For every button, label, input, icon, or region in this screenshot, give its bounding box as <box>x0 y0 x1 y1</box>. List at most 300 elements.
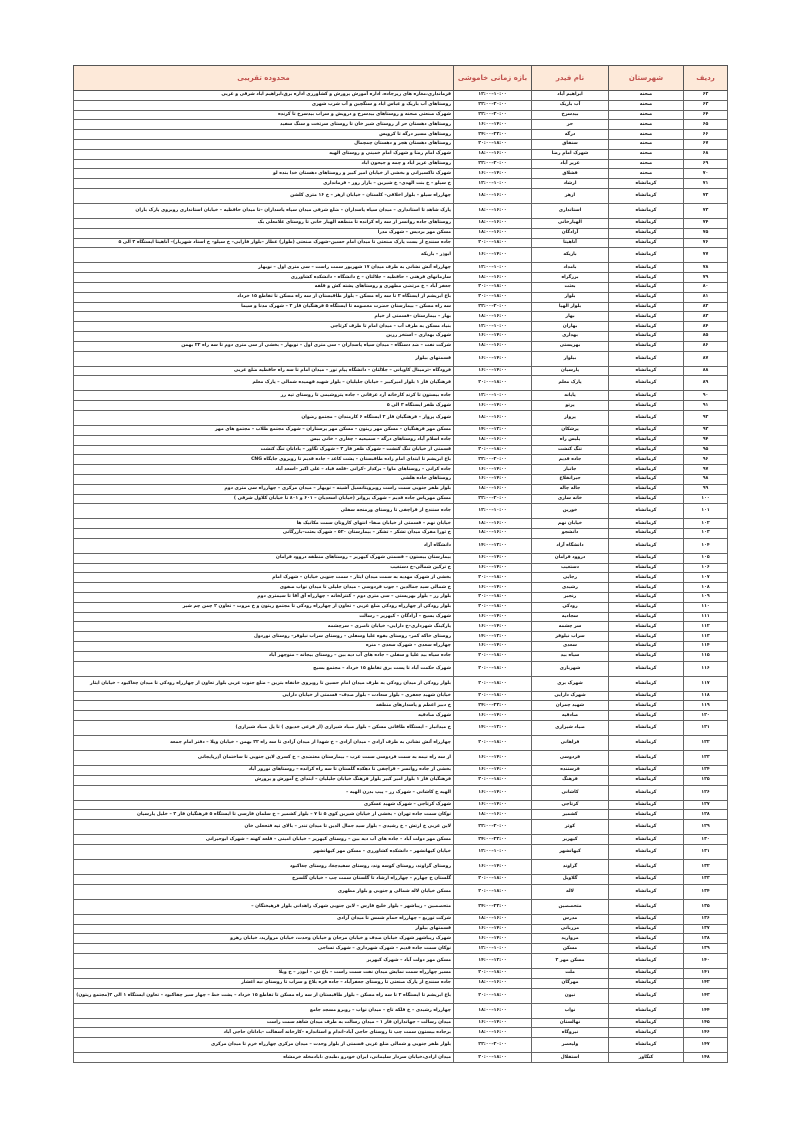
feeder-cell: قشلاق <box>532 169 609 179</box>
time-cell: ۱۶:۰۰–۱۸:۰۰ <box>454 484 532 494</box>
area-cell: شرکت توزیع – چهارراه حمام شمس تا میدان آزادی <box>74 914 454 924</box>
area-cell: قسمتهای بیلوار <box>74 924 454 934</box>
table-row <box>74 169 728 179</box>
city-cell: کرمانشاه <box>609 800 684 810</box>
area-cell: مسکن خیابان لاله شمالی و جنوبی و بلوار مطهری <box>74 884 454 899</box>
city-cell: کرمانشاه <box>609 519 684 529</box>
feeder-cell: کاشانی <box>532 785 609 800</box>
time-cell: ۱۶:۰۰–۱۸:۰۰ <box>454 529 532 539</box>
area-cell: شهرک پرواز – فرهنگیان فاز ۲ ایستگاه ۶ کارمندان – مجتمع رضوان <box>74 410 454 425</box>
header-feeder: نام فیدر <box>532 66 609 91</box>
row-number-cell: ۱۴۱ <box>684 969 728 979</box>
row-number-cell: ۹۹ <box>684 484 728 494</box>
feeder-cell: نهالستان <box>532 1018 609 1028</box>
feeder-cell: بیدسرخ <box>532 110 609 120</box>
table-row <box>74 820 728 835</box>
feeder-cell: مهرگان <box>532 978 609 988</box>
row-number-cell: ۱۴۵ <box>684 1018 728 1028</box>
row-number-cell: ۹۸ <box>684 474 728 484</box>
area-cell: چهارراه سعدی – شهرک سعدی – منزه <box>74 642 454 652</box>
feeder-cell: شهید چمران <box>532 701 609 711</box>
area-cell: شهرک کرتاجی – شهرک شهید عسکری <box>74 800 454 810</box>
city-cell: کرمانشاه <box>609 435 684 445</box>
table-row <box>74 860 728 875</box>
time-cell: ۱۴:۰۰–۱۶:۰۰ <box>454 642 532 652</box>
table-row <box>74 455 728 465</box>
city-cell: کرمانشاه <box>609 954 684 969</box>
area-cell: بلوار رودکی از میدان رودکی به طرف میدان امام حسین تا روبروی خانقاه بتزین – ضلع جنوب غربی بلوار تعاون از چهارراه رودکی تا میدان چغاکبود – خیابان ایثار <box>74 676 454 691</box>
table-row <box>74 474 728 484</box>
time-cell: ۱۸:۰۰–۲۰:۰۰ <box>454 573 532 583</box>
area-cell: جعفر آباد – خ مرتضی مطهری و روستاهای پشته کش و قلقه <box>74 282 454 292</box>
row-number-cell: ۸۳ <box>684 312 728 322</box>
city-cell: صحنه <box>609 149 684 159</box>
feeder-cell: دانشگاه آزاد <box>532 538 609 553</box>
feeder-cell: ولیعصر <box>532 1038 609 1053</box>
feeder-cell: آزادگان <box>532 228 609 238</box>
table-row <box>74 622 728 632</box>
row-number-cell: ۱۱۲ <box>684 622 728 632</box>
area-cell: باغ ابریشم از ایستگاه ۲ تا سه راه مسکن – بلوار طاقبستان از سه راه مسکن تا تقاطع ۱۵ خرداد <box>74 292 454 302</box>
row-number-cell: ۱۲۳ <box>684 751 728 766</box>
time-cell: ۲۰:۰۰–۲۲:۰۰ <box>454 1038 532 1053</box>
time-cell: ۱۰:۰۰–۱۲:۰۰ <box>454 944 532 954</box>
city-cell: کرمانشاه <box>609 785 684 800</box>
row-number-cell: ۱۰۵ <box>684 553 728 563</box>
city-cell: کرمانشاه <box>609 331 684 341</box>
table-row <box>74 954 728 969</box>
feeder-cell: بهار <box>532 312 609 322</box>
row-number-cell: ۶۶ <box>684 130 728 140</box>
table-row <box>74 238 728 248</box>
table-row <box>74 263 728 273</box>
row-number-cell: ۶۲ <box>684 91 728 101</box>
feeder-cell: بلوار <box>532 292 609 302</box>
table-row <box>74 120 728 130</box>
area-cell: شهرک امام رضا و شهرک امام خمینی و روستای الهیه <box>74 149 454 159</box>
table-row <box>74 914 728 924</box>
city-cell: کرمانشاه <box>609 425 684 435</box>
row-number-cell: ۷۳ <box>684 203 728 218</box>
feeder-cell: صادقیه <box>532 711 609 721</box>
area-cell: دانشگاه آزاد <box>74 538 454 553</box>
time-cell: ۱۶:۰۰–۱۸:۰۰ <box>454 410 532 425</box>
time-cell: ۱۶:۰۰–۱۸:۰۰ <box>454 228 532 238</box>
table-row <box>74 736 728 751</box>
area-cell: جاده اسلام آباد روستاهای درگه – سمیعیه – چغاری – خانی بیس <box>74 435 454 445</box>
city-cell: کرمانشاه <box>609 553 684 563</box>
area-cell: بیمارستان بیستون – قسمتی شهرک کیهزیز – روستاهای منطقه دروود فرامان <box>74 553 454 563</box>
row-number-cell: ۷۷ <box>684 248 728 263</box>
table-row <box>74 218 728 228</box>
table-row <box>74 775 728 785</box>
feeder-cell: گراوند <box>532 860 609 875</box>
time-cell: ۱۶:۰۰–۱۸:۰۰ <box>454 312 532 322</box>
time-cell: ۱۴:۰۰–۱۶:۰۰ <box>454 766 532 776</box>
city-cell: کرمانشاه <box>609 188 684 203</box>
row-number-cell: ۱۲۱ <box>684 721 728 736</box>
row-number-cell: ۶۸ <box>684 149 728 159</box>
city-cell: صحنه <box>609 120 684 130</box>
table-row <box>74 766 728 776</box>
row-number-cell: ۱۱۶ <box>684 661 728 676</box>
table-row <box>74 875 728 885</box>
city-cell: کرمانشاه <box>609 504 684 519</box>
row-number-cell: ۱۱۷ <box>684 676 728 691</box>
table-row <box>74 602 728 612</box>
time-cell: ۱۰:۰۰–۱۲:۰۰ <box>454 845 532 860</box>
feeder-cell: آب باریک <box>532 100 609 110</box>
table-row <box>74 563 728 573</box>
area-cell: خیابان شهید جعفری – بلوار سعادت – بلوار صدف– قسمتی از خیابان دارایی <box>74 691 454 701</box>
feeder-cell: بلوار الهیا <box>532 302 609 312</box>
time-cell: ۱۸:۰۰–۲۰:۰۰ <box>454 282 532 292</box>
row-number-cell: ۷۰ <box>684 169 728 179</box>
feeder-cell: پرتو <box>532 401 609 411</box>
city-cell: کرمانشاه <box>609 988 684 1003</box>
table-row <box>74 676 728 691</box>
city-cell: کرمانشاه <box>609 203 684 218</box>
table-row <box>74 538 728 553</box>
feeder-cell: نیروگاه <box>532 1028 609 1038</box>
row-number-cell: ۶۹ <box>684 159 728 169</box>
table-row <box>74 203 728 218</box>
time-cell: ۱۲:۰۰–۱۴:۰۰ <box>454 954 532 969</box>
row-number-cell: ۹۷ <box>684 465 728 475</box>
row-number-cell: ۱۱۴ <box>684 642 728 652</box>
time-cell: ۱۶:۰۰–۱۸:۰۰ <box>454 978 532 988</box>
row-number-cell: ۸۹ <box>684 376 728 391</box>
row-number-cell: ۹۳ <box>684 425 728 435</box>
city-cell: کرمانشاه <box>609 228 684 238</box>
time-cell: ۱۴:۰۰–۱۶:۰۰ <box>454 465 532 475</box>
row-number-cell: ۱۲۲ <box>684 736 728 751</box>
table-row <box>74 553 728 563</box>
feeder-cell: جانباز <box>532 465 609 475</box>
table-row <box>74 884 728 899</box>
feeder-cell: جاله چاله <box>532 484 609 494</box>
table-row <box>74 701 728 711</box>
area-cell: فرهنگیان فاز ۱ بلوار امیرکبیر – خیابان جلیلیان – بلوار شهید فهمیده شمالی – پارک معلم <box>74 376 454 391</box>
area-cell: بخشی از شهرک مهدیه به سمت میدان ایثار – سمت جنوبی خیابان – شهرک امام <box>74 573 454 583</box>
city-cell: کرمانشاه <box>609 292 684 302</box>
area-cell: مسکن مهر فرهنگیان – مسکن مهر زیتون – مسکن مهر پرستاران – شهرک مجتمع طلاب – مجتمع های مهر <box>74 425 454 435</box>
feeder-cell: درگه <box>532 130 609 140</box>
feeder-cell: مروارید <box>532 934 609 944</box>
table-row <box>74 302 728 312</box>
table-row <box>74 924 728 934</box>
row-number-cell: ۱۲۹ <box>684 820 728 835</box>
time-cell: ۱۴:۰۰–۱۶:۰۰ <box>454 612 532 622</box>
table-row <box>74 139 728 149</box>
time-cell: ۱۶:۰۰–۱۸:۰۰ <box>454 273 532 283</box>
row-number-cell: ۸۴ <box>684 322 728 332</box>
feeder-cell: خانه سازی <box>532 494 609 504</box>
feeder-cell: دانشجو <box>532 529 609 539</box>
feeder-cell: استانداری <box>532 203 609 218</box>
area-cell: خ ترکین شمالی–خ دستغیب <box>74 563 454 573</box>
row-number-cell: ۱۱۵ <box>684 651 728 661</box>
time-cell: ۱۴:۰۰–۱۶:۰۰ <box>454 553 532 563</box>
table-row <box>74 1018 728 1028</box>
area-cell: الهیه خ کاشانی – شهرک زر – پیپ بدزن الهیه – <box>74 785 454 800</box>
city-cell: کرمانشاه <box>609 691 684 701</box>
city-cell: کرمانشاه <box>609 835 684 845</box>
time-cell: ۱۰:۰۰–۱۲:۰۰ <box>454 504 532 519</box>
feeder-cell: کوثر <box>532 820 609 835</box>
table-row <box>74 1028 728 1038</box>
area-cell: فرمانداری،مغازه های زیرجاده، اداره آموزش پرورش و کشاورزی اداره برق،ابراهیم اباد شرقی و غربی <box>74 91 454 101</box>
table-row <box>74 401 728 411</box>
area-cell: نوکان سمت جاده تهران – بخشی از خیابان شیرین کوی ۵ تا ۷ – بلوار کشمیر – خ سلمان فارسی تا ایستگاه ۵ فرهنگیان فاز ۲ – خلیل پارسیان <box>74 810 454 820</box>
table-row <box>74 188 728 203</box>
feeder-cell: کیهزیز <box>532 835 609 845</box>
time-cell: ۱۸:۰۰–۲۰:۰۰ <box>454 292 532 302</box>
time-cell: ۱۴:۰۰–۱۶:۰۰ <box>454 563 532 573</box>
feeder-cell: شهربازی <box>532 661 609 676</box>
row-number-cell: ۹۱ <box>684 401 728 411</box>
row-number-cell: ۱۱۸ <box>684 691 728 701</box>
feeder-cell: رودکی <box>532 602 609 612</box>
city-cell: کرمانشاه <box>609 820 684 835</box>
feeder-cell: سیاه بید <box>532 651 609 661</box>
table-row <box>74 273 728 283</box>
area-cell: جاده سنندج از قراچقی تا روستای ورمنجه سفلی <box>74 504 454 519</box>
area-cell: ابوذر – بازیکه <box>74 248 454 263</box>
time-cell: ۱۸:۰۰–۲۰:۰۰ <box>454 736 532 751</box>
feeder-cell: پارسیان <box>532 366 609 376</box>
table-row <box>74 130 728 140</box>
time-cell: ۱۴:۰۰–۱۶:۰۰ <box>454 351 532 366</box>
feeder-cell: پرشکان <box>532 425 609 435</box>
time-cell: ۱۴:۰۰–۱۶:۰۰ <box>454 622 532 632</box>
area-cell: روستای خاکه کمر– روستای بقوه علیا وسفلی – روستای سراب نیلوفر– روستای نوردول <box>74 632 454 642</box>
area-cell: روستاهای مسیر درگه تا کرویس <box>74 130 454 140</box>
row-number-cell: ۱۳۷ <box>684 924 728 934</box>
table-row <box>74 969 728 979</box>
time-cell: ۲۰:۰۰–۲۲:۰۰ <box>454 100 532 110</box>
feeder-cell: سر چشمه <box>532 622 609 632</box>
feeder-cell: گلاویل <box>532 875 609 885</box>
row-number-cell: ۱۳۵ <box>684 899 728 914</box>
table-row <box>74 484 728 494</box>
city-cell: صحنه <box>609 169 684 179</box>
area-cell: جاده بیستون تا کرند کارخانه آرد عرفانی – جاده پتروشیمی تا روستای تپه رز <box>74 391 454 401</box>
area-cell: سه راه مسکن – بیمارستان حضرت معصومه تا ایستگاه ۵ فرهنگیان فاز ۲ – شهرک مدنا و سیما <box>74 302 454 312</box>
time-cell: ۱۴:۰۰–۱۶:۰۰ <box>454 169 532 179</box>
header-row <box>74 66 728 91</box>
row-number-cell: ۹۴ <box>684 435 728 445</box>
feeder-cell: کرتاجی <box>532 800 609 810</box>
area-cell: لاین غربی خ ارتش – خ رشیدی – بلوار سید جمال الدین تا میدان تندر – بالای تپه فتحعلی خان <box>74 820 454 835</box>
city-cell: کرمانشاه <box>609 263 684 273</box>
feeder-cell: تنگ کنشت <box>532 445 609 455</box>
table-row <box>74 341 728 351</box>
area-cell: سازمانهای فرهنی – حافظیه – جلالثان – خ دانشگاه – دانشکده کشاورزی <box>74 273 454 283</box>
city-cell: کرمانشاه <box>609 529 684 539</box>
row-number-cell: ۱۳۰ <box>684 835 728 845</box>
time-cell: ۱۲:۰۰–۱۴:۰۰ <box>454 632 532 642</box>
time-cell: ۲۲:۰۰–۲۴:۰۰ <box>454 835 532 845</box>
time-cell: ۱۸:۰۰–۲۰:۰۰ <box>454 676 532 691</box>
city-cell: کرمانشاه <box>609 701 684 711</box>
area-cell: میدان رسالت – جهانداران فاز ۱ – میدان رسالت به طرف میدان شاهد سمت راست <box>74 1018 454 1028</box>
row-number-cell: ۱۱۰ <box>684 602 728 612</box>
row-number-cell: ۱۲۸ <box>684 810 728 820</box>
time-cell: ۲۰:۰۰–۲۲:۰۰ <box>454 455 532 465</box>
time-cell: ۱۴:۰۰–۱۶:۰۰ <box>454 248 532 263</box>
feeder-cell: کشمیر <box>532 810 609 820</box>
city-cell: کرمانشاه <box>609 944 684 954</box>
row-number-cell: ۱۴۲ <box>684 978 728 988</box>
area-cell: پارکینگ شهرداری–خ دارایی– خیابان ناصری – سرچشمه <box>74 622 454 632</box>
time-cell: ۱۰:۰۰–۱۲:۰۰ <box>454 263 532 273</box>
row-number-cell: ۶۳ <box>684 100 728 110</box>
table-row <box>74 149 728 159</box>
city-cell: کرمانشاه <box>609 810 684 820</box>
area-cell: قسمتهای بیلوار <box>74 351 454 366</box>
time-cell: ۱۴:۰۰–۱۶:۰۰ <box>454 800 532 810</box>
row-number-cell: ۷۶ <box>684 238 728 248</box>
row-number-cell: ۱۰۷ <box>684 573 728 583</box>
feeder-cell: ازهر <box>532 188 609 203</box>
city-cell: کرمانشاه <box>609 302 684 312</box>
time-cell: ۱۲:۰۰–۱۴:۰۰ <box>454 721 532 736</box>
feeder-cell: صیاد شیرازی <box>532 721 609 736</box>
feeder-cell: ملت <box>532 969 609 979</box>
time-cell: ۱۸:۰۰–۲۰:۰۰ <box>454 651 532 661</box>
city-cell: کرمانشاه <box>609 612 684 622</box>
area-cell: متحصصین – زیباشهر – بلوار خلیج فارس – لاین جنوبی شهرک زاهدانی بلوار فرهیختگان – <box>74 899 454 914</box>
table-row <box>74 632 728 642</box>
area-cell: روستاهای جاده هلشی <box>74 474 454 484</box>
table-row <box>74 661 728 676</box>
city-cell: کرمانشاه <box>609 538 684 553</box>
row-number-cell: ۱۴۸ <box>684 1053 728 1063</box>
time-cell: ۲۰:۰۰–۲۲:۰۰ <box>454 159 532 169</box>
time-cell: ۱۰:۰۰–۱۲:۰۰ <box>454 179 532 189</box>
area-cell: چهارراه آتش نشانی به طرف آزادی – میدان آزادی – خ شهدا از میدان آزادی تا سه راه ۲۲ بهمن – خیابان ویلا – دفتر امام جمعه <box>74 736 454 751</box>
city-cell: کرمانشاه <box>609 282 684 292</box>
area-cell: برجاده بیستون سمت چپ تا روستای حاجی آباد–اندام و استانداره –کارخانه آسفالت –بادانان حاجی آباد <box>74 1028 454 1038</box>
table-row <box>74 100 728 110</box>
city-cell: کرمانشاه <box>609 218 684 228</box>
row-number-cell: ۷۹ <box>684 273 728 283</box>
table-row <box>74 642 728 652</box>
city-cell: کرمانشاه <box>609 273 684 283</box>
time-cell: ۱۶:۰۰–۱۸:۰۰ <box>454 519 532 529</box>
city-cell: کرمانشاه <box>609 445 684 455</box>
row-number-cell: ۸۱ <box>684 292 728 302</box>
time-cell: ۱۶:۰۰–۱۸:۰۰ <box>454 341 532 351</box>
table-row <box>74 944 728 954</box>
row-number-cell: ۱۲۰ <box>684 711 728 721</box>
city-cell: کرمانشاه <box>609 593 684 603</box>
time-cell: ۱۰:۰۰–۱۲:۰۰ <box>454 391 532 401</box>
city-cell: کرمانشاه <box>609 622 684 632</box>
city-cell: کنگاور <box>609 1053 684 1063</box>
city-cell: کرمانشاه <box>609 366 684 376</box>
row-number-cell: ۱۰۹ <box>684 593 728 603</box>
time-cell: ۱۸:۰۰–۲۰:۰۰ <box>454 969 532 979</box>
feeder-cell: رنجبر <box>532 593 609 603</box>
feeder-cell: استقلال <box>532 1053 609 1063</box>
area-cell: چهارراه سیلو – بلوار اخلاقی– کلستان – خیابان ازهر – خ ۱۶ متری کلشن <box>74 188 454 203</box>
row-number-cell: ۱۱۹ <box>684 701 728 711</box>
city-cell: صحنه <box>609 110 684 120</box>
row-number-cell: ۱۰۸ <box>684 583 728 593</box>
area-cell: خ شمالی سید جمالدین – جوب فردوسی – میدان جلیلی تا میدان نواب صفوی <box>74 583 454 593</box>
row-number-cell: ۱۰۴ <box>684 538 728 553</box>
area-cell: روستاهای دهستان هجر و دهستان چمچمال <box>74 139 454 149</box>
table-row <box>74 978 728 988</box>
time-cell: ۱۴:۰۰–۱۶:۰۰ <box>454 1018 532 1028</box>
row-number-cell: ۱۳۶ <box>684 914 728 924</box>
time-cell: ۱۴:۰۰–۱۶:۰۰ <box>454 751 532 766</box>
row-number-cell: ۱۴۷ <box>684 1038 728 1053</box>
area-cell: بلوار رز – بلوار بهزیستی – سی متری دوم – کنترلخانه – چهارراه آق آقا تا سیمتری دوم <box>74 593 454 603</box>
area-cell: شهرک تاکسیرانی و بخشی از خیابان امیر کبیر و روستاهای دهستان خدا بنده لو <box>74 169 454 179</box>
area-cell: جاده سنندج از بست پارک صنعتی تا میدان امام حسین–شهرک صنعتی (طوار) عطار –بلوار فارابی– خ سیلو– خ استاد شهریار)– آناهیتا ایستگاه ۳ الی ۵ <box>74 238 454 248</box>
table-row <box>74 751 728 766</box>
time-cell: ۱۴:۰۰–۱۶:۰۰ <box>454 711 532 721</box>
city-cell: کرمانشاه <box>609 410 684 425</box>
row-number-cell: ۹۲ <box>684 410 728 425</box>
header-city: شهرستان <box>609 66 684 91</box>
area-cell: جاده سنندج از پارک صنعتی تا روستای جعفرآباد – جاده قره بلاغ و سراب تا روستای نیه اغشار <box>74 978 454 988</box>
area-cell: فرهنگیان فاز ۱ بلوار امیر کبیر بلوار فرهنگ خیابان جلیلیان – ابتدای خ آموزش و پرورش <box>74 775 454 785</box>
area-cell: شهرک حکمت آباد تا پست برق تقاطع ۱۵ خرداد – مجتمع بسیج <box>74 661 454 676</box>
table-row <box>74 785 728 800</box>
row-number-cell: ۸۶ <box>684 341 728 351</box>
city-cell: کرمانشاه <box>609 914 684 924</box>
row-number-cell: ۸۸ <box>684 366 728 376</box>
time-cell: ۱۶:۰۰–۱۸:۰۰ <box>454 218 532 228</box>
feeder-cell: پلیس راه <box>532 435 609 445</box>
table-row <box>74 519 728 529</box>
row-number-cell: ۱۱۳ <box>684 632 728 642</box>
table-row <box>74 228 728 238</box>
table-row <box>74 583 728 593</box>
area-cell: پارک شاهد تا استانداری – میدان سپاه پاسداران – ضلع شرقی میدان سپاه پاسداران –تا میدان حافظیه – خیابان استانداری روبروی پارک باران <box>74 203 454 218</box>
feeder-cell: رشیدی <box>532 583 609 593</box>
row-number-cell: ۷۴ <box>684 218 728 228</box>
city-cell: کرمانشاه <box>609 884 684 899</box>
table-row <box>74 376 728 391</box>
row-number-cell: ۹۵ <box>684 445 728 455</box>
time-cell: ۲۲:۰۰–۲۴:۰۰ <box>454 130 532 140</box>
city-cell: صحنه <box>609 100 684 110</box>
city-cell: کرمانشاه <box>609 455 684 465</box>
table-row <box>74 179 728 189</box>
time-cell: ۱۸:۰۰–۲۰:۰۰ <box>454 238 532 248</box>
time-cell: ۱۸:۰۰–۲۰:۰۰ <box>454 661 532 676</box>
table-row <box>74 845 728 860</box>
header-outage-time: بازه زمانی خاموشی <box>454 66 532 91</box>
table-row <box>74 391 728 401</box>
area-cell: خ میدانبار – ایستگاه طاقانی مسکن – بلوار صیاد شیرازی (از فرعی خدیوی ) تا پل صیاد شیرازی) <box>74 721 454 736</box>
area-cell: بهار – بیمارستان –قسمتی از خیام <box>74 312 454 322</box>
table-row <box>74 612 728 622</box>
city-cell: کرمانشاه <box>609 376 684 391</box>
feeder-cell: فردوسی <box>532 751 609 766</box>
city-cell: کرمانشاه <box>609 1028 684 1038</box>
area-cell: شهرک زیباشهر شهرک خیابان صدف و خیابان مرجان و خیابان وحدت، خیابان مروارید، خیابان رهرو <box>74 934 454 944</box>
row-number-cell: ۷۸ <box>684 263 728 273</box>
feeder-cell: حر <box>532 120 609 130</box>
table-row <box>74 1003 728 1018</box>
table-row <box>74 331 728 341</box>
